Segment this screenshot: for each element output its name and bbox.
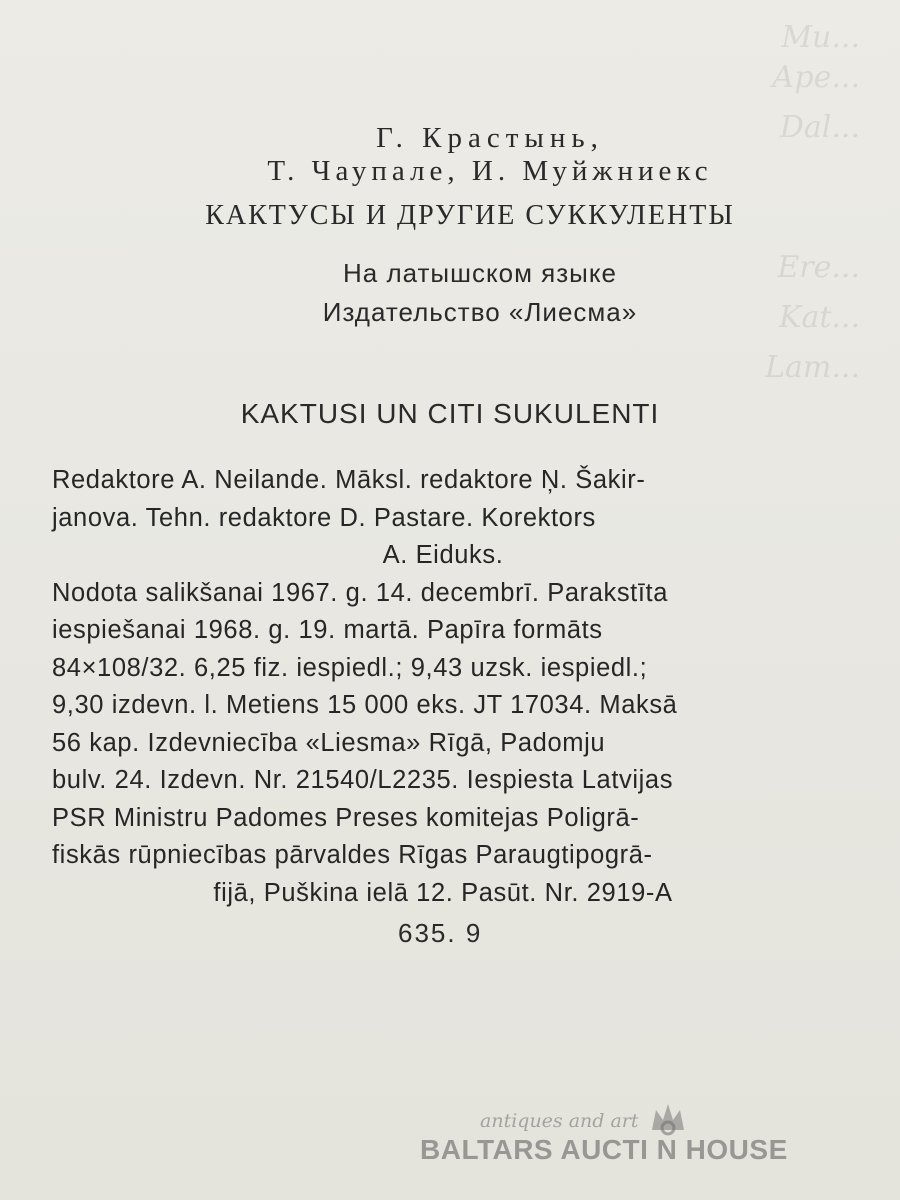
colophon [52, 462, 834, 912]
title-russian: КАКТУСЫ И ДРУГИЕ СУККУЛЕНТЫ [205, 200, 735, 231]
show-through-text: Ми... Аре... Dal... Ere... Kat... Lam... [765, 20, 860, 385]
watermark-name: BALTARS AUCTI N HOUSE [420, 1134, 788, 1165]
colophon-line: Redaktore A. Neilande. Māksl. redaktore Ņ. Šakir- [52, 466, 646, 494]
colophon-line: PSR Ministru Padomes Preses komitejas Poligrā- [52, 803, 640, 832]
authors-line-2: Т. Чаупале, И. Муйжниекс [267, 155, 713, 187]
colophon-line: fiskās rūpniecības pārvaldes Rīgas Paraugtipogrā- [52, 841, 653, 869]
classification-code: 635. 9 [398, 918, 483, 948]
crown-icon [648, 1100, 688, 1136]
publisher-russian: Издательство «Лиесма» [322, 297, 638, 327]
watermark-subtitle: antiques and art [480, 1110, 639, 1132]
colophon-line: 56 kap. Izdevniecība «Liesma» Rīgā, Padomju [52, 728, 606, 757]
colophon-line: 84×108/32. 6,25 fiz. iespiedl.; 9,43 uzsk. iespiedl.; [52, 653, 648, 682]
authors-line-1: Г. Крастынь, [376, 122, 604, 154]
title-latvian: KAKTUSI UN CITI SUKULENTI [240, 398, 660, 429]
colophon-line: janova. Tehn. redaktore D. Pastare. Korektors [52, 503, 596, 532]
language-note: На латышском языке [342, 258, 617, 288]
colophon-line: Nodota salikšanai 1967. g. 14. decembrī. Parakstīta [52, 578, 669, 607]
auction-watermark [420, 1108, 880, 1178]
colophon-line: iespiešanai 1968. g. 19. martā. Papīra formāts [52, 616, 603, 644]
colophon-line: bulv. 24. Izdevn. Nr. 21540/L2235. Iespiesta Latvijas [52, 766, 674, 794]
colophon-line: 9,30 izdevn. l. Metiens 15 000 eks. JT 17034. Maksā [52, 691, 678, 719]
colophon-line: A. Eiduks. [382, 541, 504, 569]
colophon-line: fijā, Puškina ielā 12. Pasūt. Nr. 2919-A [213, 878, 673, 907]
